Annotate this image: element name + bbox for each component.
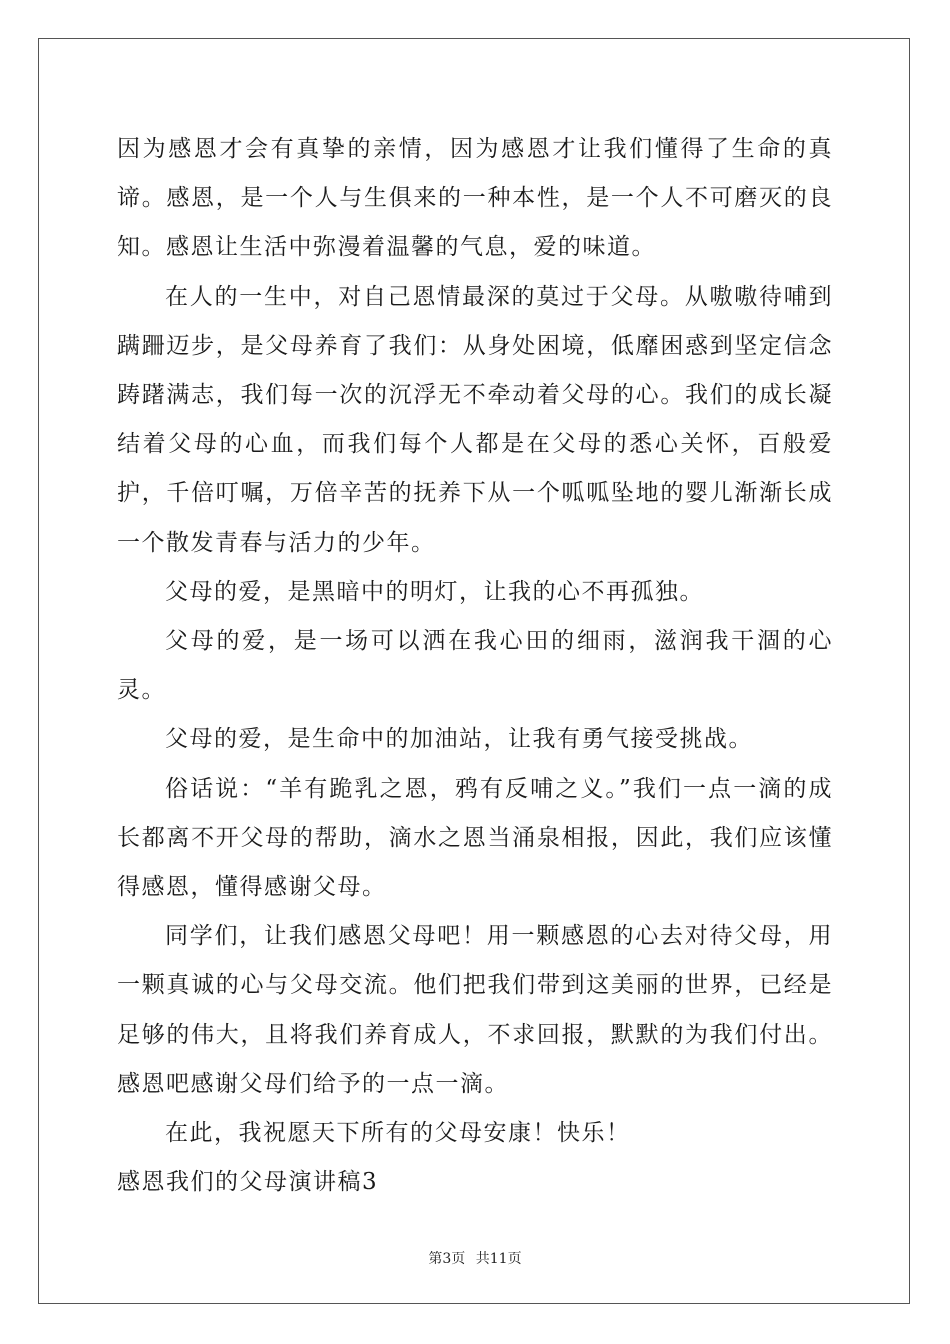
page-number-current: 第3页 <box>428 1251 466 1267</box>
section-heading: 感恩我们的父母演讲稿3 <box>117 1169 379 1196</box>
paragraph-5: 父母的爱，是生命中的加油站，让我有勇气接受挑战。 <box>165 726 753 753</box>
paragraph-7: 同学们，让我们感恩父母吧！用一颗感恩的心去对待父母，用一颗真诚的心与父母交流。他们把我们带到这美丽的世界，已经是足够的伟大，且将我们养育成人，不求回报，默默的为我们付出。感恩吧感谢父母们给予的一点一滴。 <box>117 923 833 1097</box>
paragraph-1: 因为感恩才会有真挚的亲情，因为感恩才让我们懂得了生命的真谛。感恩，是一个人与生俱来的一种本性，是一个人不可磨灭的良知。感恩让生活中弥漫着温馨的气息，爱的味道。 <box>117 136 833 261</box>
document-body <box>117 125 833 1207</box>
paragraph-2: 在人的一生中，对自己恩情最深的莫过于父母。从嗷嗷待哺到蹒跚迈步，是父母养育了我们：从身处困境，低靡困惑到坚定信念踌躇满志，我们每一次的沉浮无不牵动着父母的心。我们的成长凝结着父母的心血，而我们每个人都是在父母的悉心关怀，百般爱护，千倍叮嘱，万倍辛苦的抚养下从一个呱呱坠地的婴儿渐渐长成一个散发青春与活力的少年。 <box>117 283 833 556</box>
page-footer <box>0 1248 950 1268</box>
paragraph-4: 父母的爱，是一场可以洒在我心田的细雨，滋润我干涸的心灵。 <box>117 628 833 704</box>
paragraph-8: 在此，我祝愿天下所有的父母安康！快乐！ <box>165 1120 631 1147</box>
paragraph-6: 俗话说：“羊有跪乳之恩，鸦有反哺之义。”我们一点一滴的成长都离不开父母的帮助，滴水之恩当涌泉相报，因此，我们应该懂得感恩，懂得感谢父母。 <box>117 775 833 901</box>
page-number-total: 共11页 <box>475 1251 522 1267</box>
paragraph-3: 父母的爱，是黑暗中的明灯，让我的心不再孤独。 <box>165 578 704 605</box>
